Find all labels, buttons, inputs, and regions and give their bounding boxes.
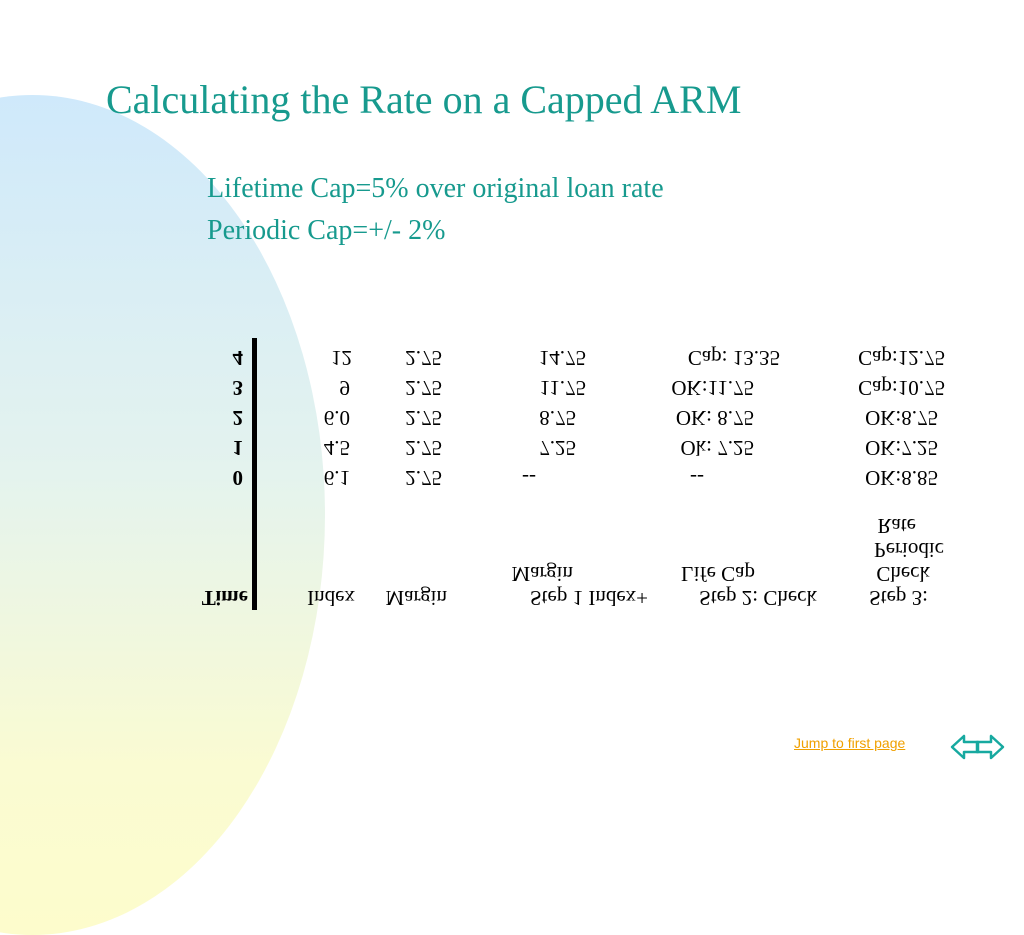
table-row-2-step2: OK: 8.75 xyxy=(675,406,754,430)
table-row-0-index: 6.1 xyxy=(323,466,350,490)
header-step2-line1: Step 2: Check xyxy=(699,586,817,610)
table-row-1-time: 1 xyxy=(232,436,243,460)
subtitle-lifetime-cap: Lifetime Cap=5% over original loan rate xyxy=(207,173,664,204)
table-row-3-margin: 2.75 xyxy=(405,376,442,400)
table-row-4-index: 12 xyxy=(331,346,352,370)
table-row-4-step2: Cap: 13.35 xyxy=(687,346,780,370)
table-row-4-step1: 14.75 xyxy=(538,346,586,370)
header-index: Index xyxy=(307,586,355,610)
table-row-1-step2: Ok: 7.25 xyxy=(680,436,754,460)
header-margin: Margin xyxy=(385,586,447,610)
table-row-0-step3: OK:8.85 xyxy=(865,466,938,490)
header-step1-line1: Step 1 Index+ xyxy=(530,586,648,610)
table-row-3-time: 3 xyxy=(232,376,243,400)
header-step3-line1: Step 3: xyxy=(869,586,928,610)
table-row-3-step2: OK:11.75 xyxy=(671,376,754,400)
table-row-4-margin: 2.75 xyxy=(405,346,442,370)
table-row-0-margin: 2.75 xyxy=(405,466,442,490)
table-row-3-step3: Cap:10.75 xyxy=(858,376,945,400)
table-row-2-index: 6.0 xyxy=(323,406,350,430)
jump-to-first-page-link[interactable]: Jump to first page xyxy=(794,735,906,751)
header-step1-line2: Margin xyxy=(511,562,573,586)
next-page-button[interactable] xyxy=(975,733,1005,761)
table-row-3-step1: 11.75 xyxy=(539,376,586,400)
table-row-3-index: 9 xyxy=(339,376,350,400)
rate-table xyxy=(160,338,960,610)
table-row-4-step3: Cap:12.75 xyxy=(858,346,945,370)
table-row-2-step3: OK:8.75 xyxy=(865,406,938,430)
table-divider-line xyxy=(252,338,257,610)
table-row-0-time: 0 xyxy=(232,466,243,490)
table-row-4-time: 4 xyxy=(232,346,243,370)
table-row-2-margin: 2.75 xyxy=(405,406,442,430)
header-step3-line2: Check xyxy=(876,562,930,586)
subtitle-periodic-cap: Periodic Cap=+/- 2% xyxy=(207,215,446,246)
right-arrow-icon xyxy=(975,733,1005,761)
table-row-2-time: 2 xyxy=(232,406,243,430)
table-row-1-index: 4.5 xyxy=(323,436,350,460)
table-row-2-step1: 8.75 xyxy=(539,406,576,430)
slide-title: Calculating the Rate on a Capped ARM xyxy=(106,77,742,122)
header-step3-line4: Rate xyxy=(877,514,916,538)
table-row-1-step1: 7.25 xyxy=(539,436,576,460)
header-step3-line3: Periodic xyxy=(874,538,944,562)
header-step2-line2: Life Cap xyxy=(680,562,755,586)
table-row-0-step1: -- xyxy=(522,466,536,490)
header-time: Time xyxy=(201,586,248,610)
table-row-1-step3: OK:7.25 xyxy=(865,436,938,460)
table-row-1-margin: 2.75 xyxy=(405,436,442,460)
table-row-0-step2: -- xyxy=(690,466,704,490)
